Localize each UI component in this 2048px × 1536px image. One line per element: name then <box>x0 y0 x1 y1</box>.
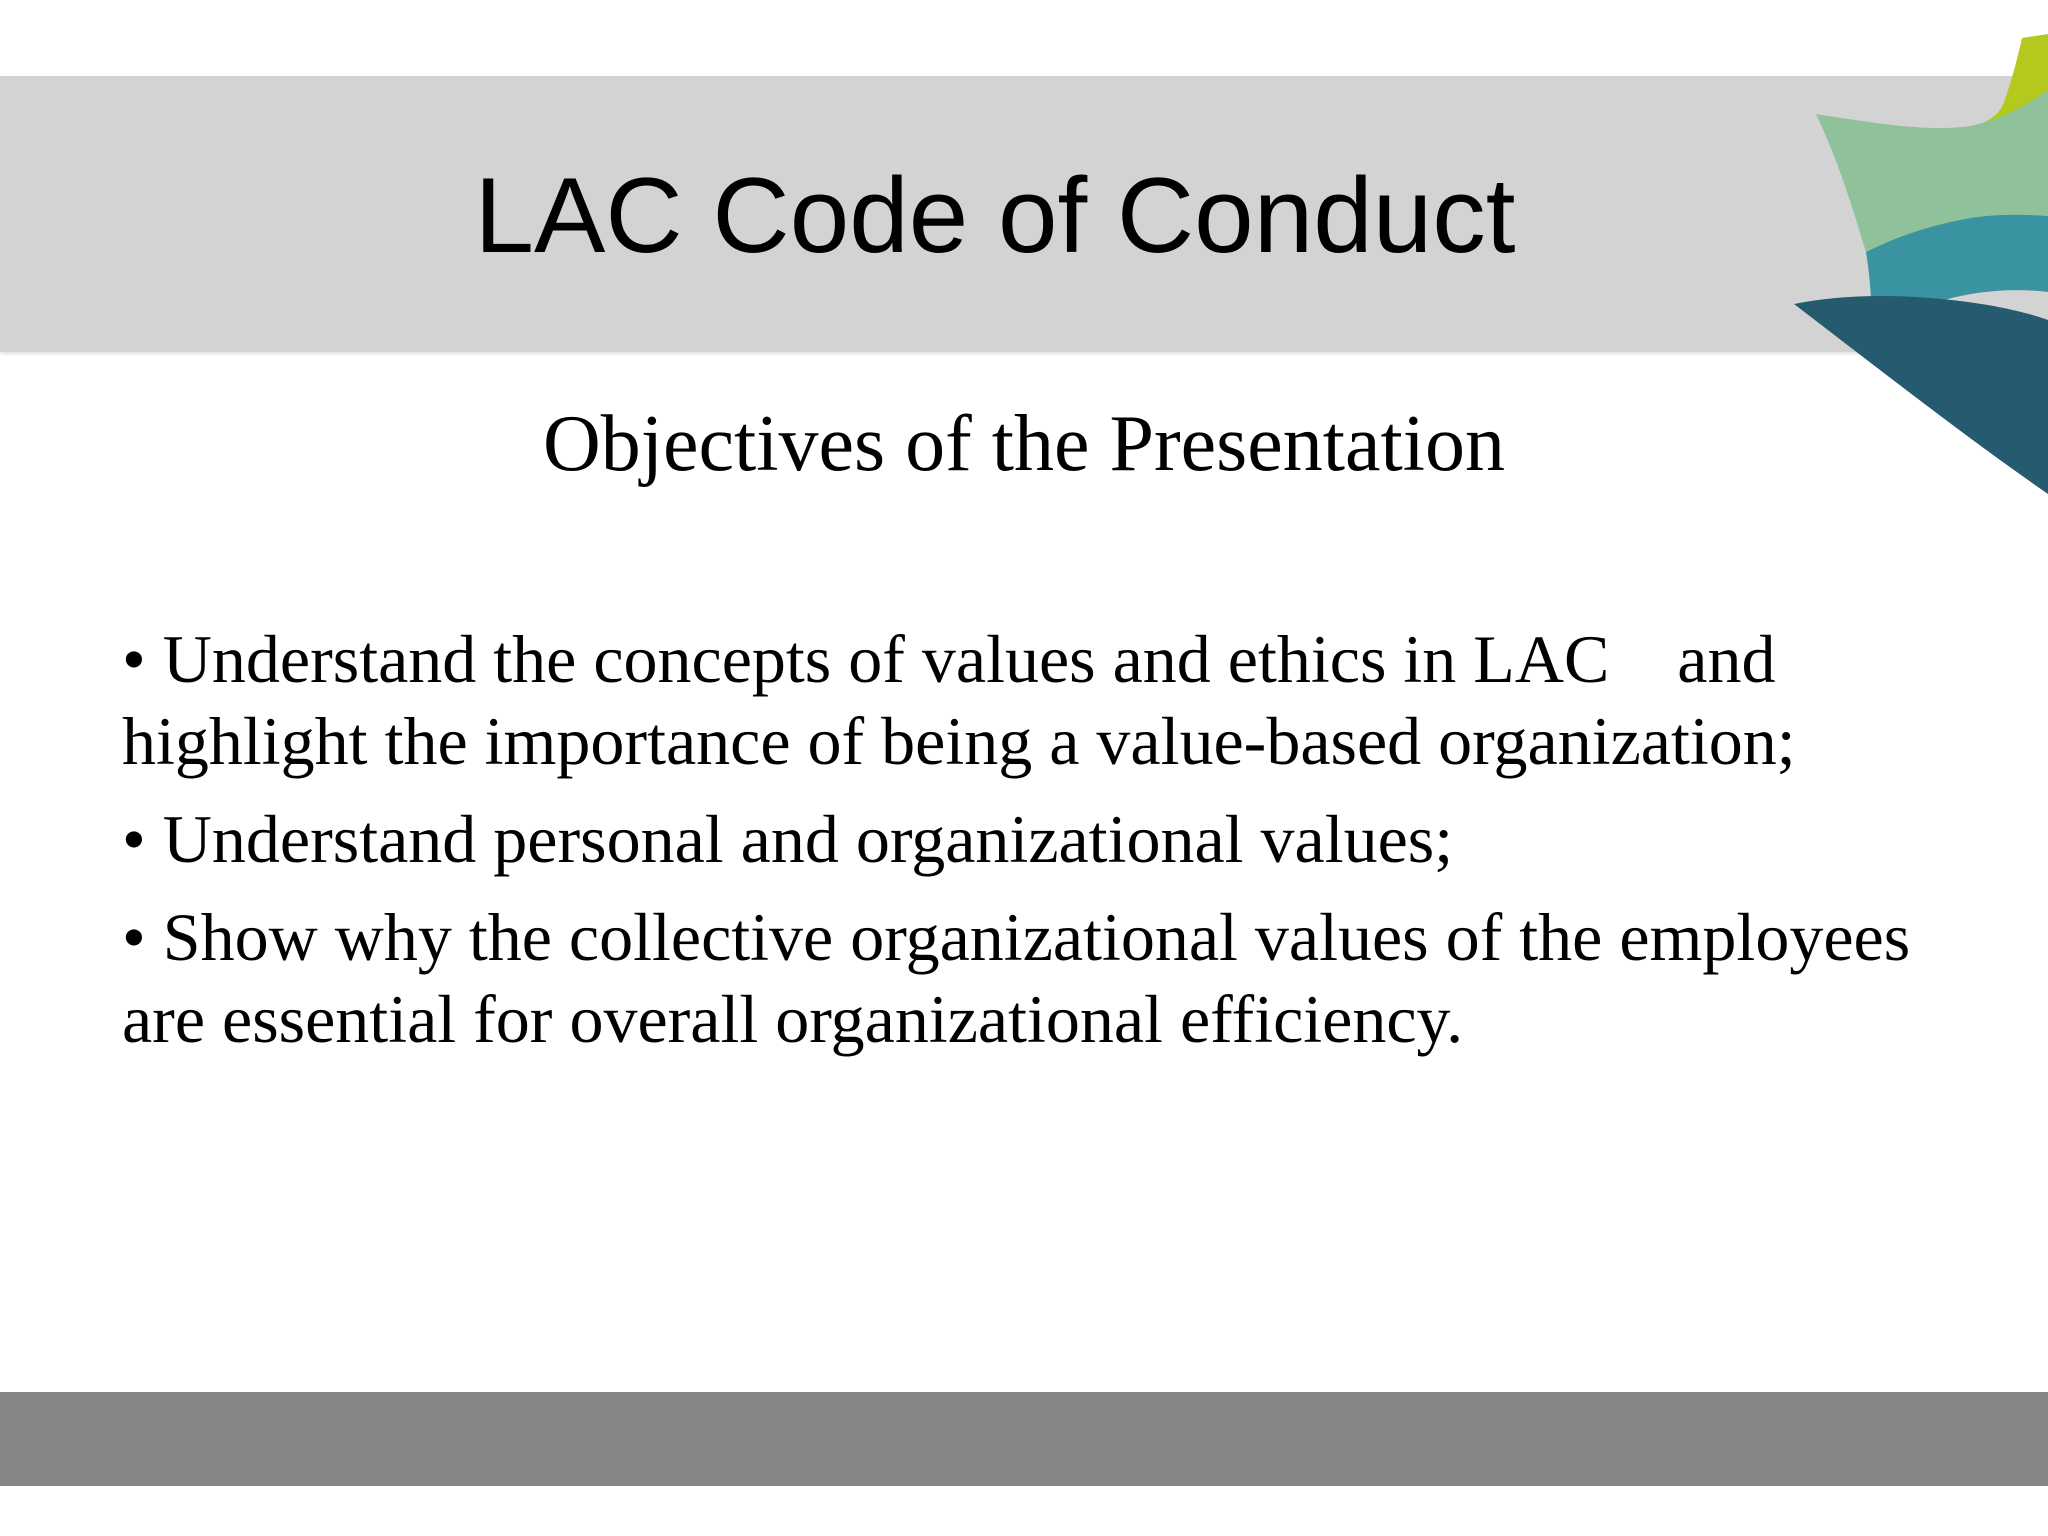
bullet-item-personal-values: • Understand personal and organizational values; <box>122 801 1454 877</box>
bullet-list <box>122 618 1942 1076</box>
footer-band <box>0 1392 2048 1486</box>
bullet-item-values-ethics: • Understand the concepts of values and ethics in LAC and highlight the importance of being a value-based organization; <box>122 621 1796 779</box>
slide-title: LAC Code of Conduct <box>474 155 1516 275</box>
bullet-item-collective-values: • Show why the collective organizational values of the employees are essential for overall organizational efficiency. <box>122 899 1928 1057</box>
slide-subtitle: Objectives of the Presentation <box>543 400 1505 488</box>
